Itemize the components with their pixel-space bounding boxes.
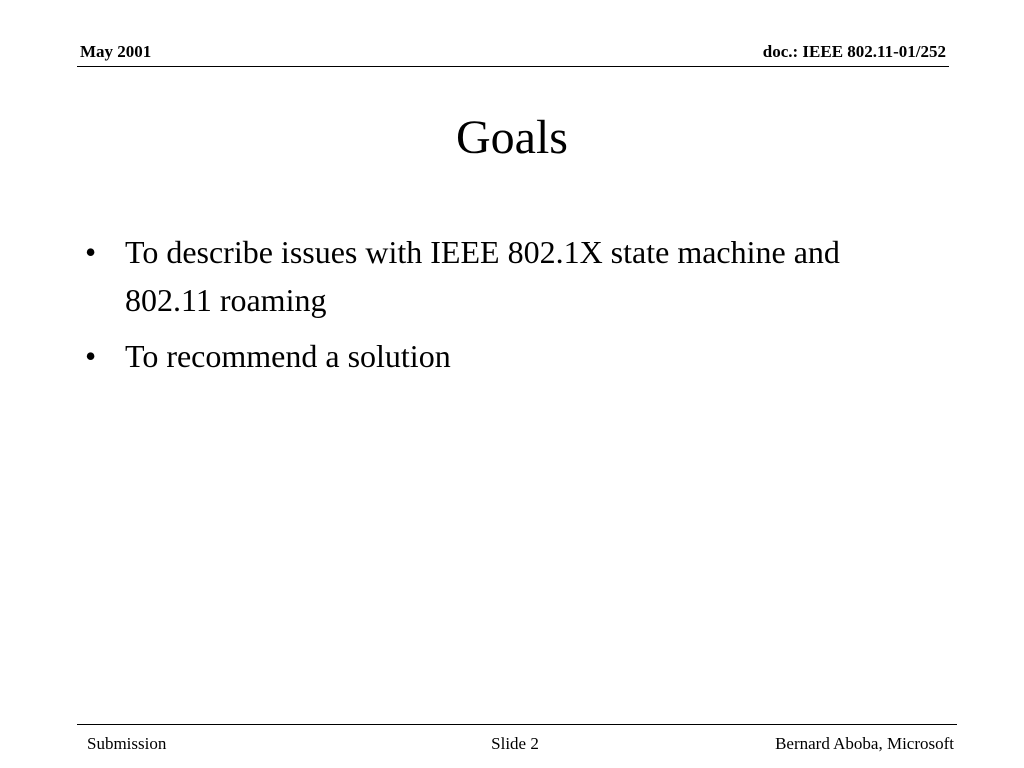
bullet-text: To recommend a solution	[125, 338, 451, 374]
bullet-text: To describe issues with IEEE 802.1X state machine and 802.11 roaming	[125, 234, 840, 318]
footer-divider	[77, 724, 957, 725]
bullet-icon: •	[85, 234, 97, 270]
footer-author: Bernard Aboba, Microsoft	[775, 734, 954, 753]
footer-submission: Submission	[87, 734, 167, 753]
bullet-list	[85, 228, 845, 388]
header-divider	[77, 66, 949, 67]
bullet-icon: •	[85, 338, 97, 374]
header-doc-id: doc.: IEEE 802.11-01/252	[762, 42, 946, 61]
bullet-item-2	[85, 332, 845, 380]
footer-slide-number: Slide 2	[491, 734, 539, 753]
bullet-item-1	[85, 228, 845, 324]
slide-title: Goals	[456, 111, 568, 164]
header-date: May 2001	[80, 42, 152, 61]
